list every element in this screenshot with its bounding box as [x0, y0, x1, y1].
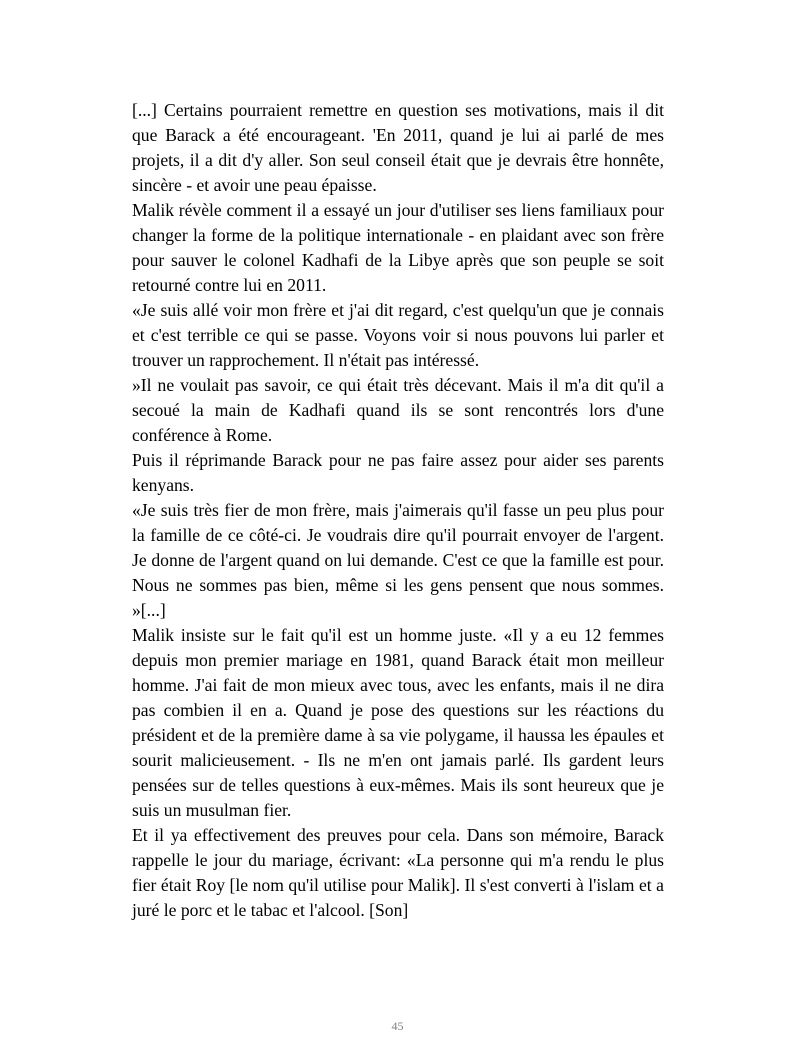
- paragraph-kadhafi-links: Malik révèle comment il a essayé un jour d'utiliser ses liens familiaux pour changer la forme de la politique internationale - en plaidant avec son frère pour sauver le colonel Kadhafi de la Libye après que son peuple se soit retourné contre lui en 2011.: [132, 200, 664, 295]
- paragraph-polygamy: Malik insiste sur le fait qu'il est un homme juste. «Il y a eu 12 femmes depuis mon premier mariage en 1981, quand Barack était mon meilleur homme. J'ai fait de mon mieux avec tous, avec les enfants, mais il ne dira pas combien il en a. Quand je pose des questions sur les réactions du président et de la première dame à sa vie polygame, il haussa les épaules et sourit malicieusement. - Ils ne m'en ont jamais parlé. Ils gardent leurs pensées sur de telles questions à eux-mêmes. Mais ils sont heureux que je suis un musulman fier.: [132, 625, 664, 820]
- paragraph-family-money: «Je suis très fier de mon frère, mais j'aimerais qu'il fasse un peu plus pour la famille de ce côté-ci. Je voudrais dire qu'il pourrait envoyer de l'argent. Je donne de l'argent quand on lui demande. C'est ce que la famille est pour. Nous ne sommes pas bien, même si les gens pensent que nous sommes. »[...]: [132, 500, 664, 620]
- paragraph-rome-conference: »Il ne voulait pas savoir, ce qui était très décevant. Mais il m'a dit qu'il a secoué la main de Kadhafi quand ils se sont rencontrés lors d'une conférence à Rome.: [132, 375, 664, 445]
- paragraph-reprimand: Puis il réprimande Barack pour ne pas faire assez pour aider ses parents kenyans.: [132, 450, 664, 495]
- document-body: [132, 98, 664, 923]
- page-number: 45: [391, 1019, 404, 1033]
- paragraph-motivations: [...] Certains pourraient remettre en question ses motivations, mais il dit que Barack a été encourageant. 'En 2011, quand je lui ai parlé de mes projets, il a dit d'y aller. Son seul conseil était que je devrais être honnête, sincère - et avoir une peau épaisse.: [132, 100, 664, 195]
- paragraph-memoir: Et il ya effectivement des preuves pour cela. Dans son mémoire, Barack rappelle le jour du mariage, écrivant: «La personne qui m'a rendu le plus fier était Roy [le nom qu'il utilise pour Malik]. Il s'est converti à l'islam et a juré le porc et le tabac et l'alcool. [Son]: [132, 825, 664, 920]
- paragraph-brother-visit: «Je suis allé voir mon frère et j'ai dit regard, c'est quelqu'un que je connais et c'est terrible ce qui se passe. Voyons voir si nous pouvons lui parler et trouver un rapprochement. Il n'était pas intéressé.: [132, 300, 664, 370]
